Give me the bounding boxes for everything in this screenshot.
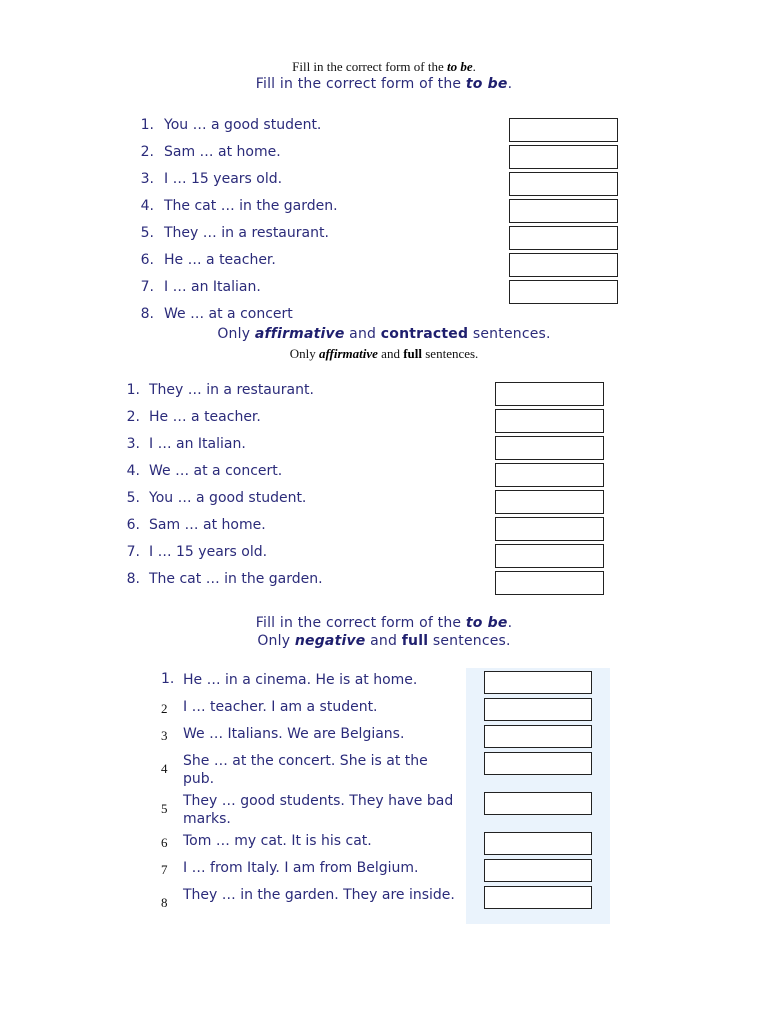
list-item (122, 409, 261, 425)
list-item (122, 571, 323, 587)
answer-box[interactable] (484, 698, 592, 721)
answer-box[interactable] (509, 253, 618, 277)
item-number: 1. (161, 671, 175, 687)
list-item: He … in a cinema. He is at home. (183, 672, 418, 688)
item-text: The cat … in the garden. (149, 571, 323, 587)
answer-box[interactable] (495, 490, 604, 514)
list-item (122, 382, 314, 398)
item-text: We … at a concert. (149, 463, 283, 479)
item-number: 6. (140, 252, 154, 268)
item-number: 4. (140, 198, 154, 214)
list-item: I … from Italy. I am from Belgium. (183, 860, 419, 876)
list-item (122, 490, 306, 506)
list-item (134, 198, 338, 214)
item-text: I … 15 years old. (164, 171, 283, 187)
answer-box[interactable] (495, 571, 604, 595)
item-text: I … 15 years old. (149, 544, 268, 560)
section3-heading-line1: Fill in the correct form of the to be. (255, 615, 513, 631)
item-number: 3 (161, 728, 168, 743)
list-item (134, 117, 321, 133)
section3-heading-line2: Only negative and full sentences. (257, 633, 511, 649)
item-number: 2. (126, 409, 140, 425)
item-text: They … in a restaurant. (164, 225, 329, 241)
answer-box[interactable] (495, 544, 604, 568)
item-number: 2 (161, 701, 168, 716)
item-text: I … an Italian. (149, 436, 246, 452)
answer-box[interactable] (509, 199, 618, 223)
item-number: 8. (140, 306, 154, 322)
answer-box[interactable] (509, 145, 618, 169)
list-item: Tom … my cat. It is his cat. (183, 833, 372, 849)
answer-box[interactable] (484, 832, 592, 855)
answer-box[interactable] (509, 226, 618, 250)
item-text: You … a good student. (149, 490, 307, 506)
item-number: 3. (126, 436, 140, 452)
answer-box[interactable] (484, 886, 592, 909)
answer-box[interactable] (484, 792, 592, 815)
answer-box[interactable] (484, 752, 592, 775)
item-number: 6 (161, 835, 168, 850)
item-number: 3. (140, 171, 154, 187)
answer-box[interactable] (509, 172, 618, 196)
item-number: 5 (161, 801, 168, 816)
list-item (122, 517, 266, 533)
answer-box[interactable] (509, 280, 618, 304)
answer-box[interactable] (495, 517, 604, 541)
item-number: 1. (126, 382, 140, 398)
item-number: 8. (126, 571, 140, 587)
item-text: He … a teacher. (164, 252, 276, 268)
list-item (134, 252, 276, 268)
answer-box[interactable] (495, 382, 604, 406)
item-number: 6. (126, 517, 140, 533)
item-number: 7. (126, 544, 140, 560)
section2-heading-serif: Only affirmative and full sentences. (289, 346, 479, 361)
list-item (134, 279, 261, 295)
item-number: 4. (126, 463, 140, 479)
item-number: 1. (140, 117, 154, 133)
list-item (134, 144, 281, 160)
list-item (134, 171, 282, 187)
answer-box[interactable] (509, 118, 618, 142)
item-number: 7. (140, 279, 154, 295)
list-item (122, 436, 246, 452)
item-number: 7 (161, 862, 168, 877)
list-item (122, 463, 282, 479)
answer-box[interactable] (495, 409, 604, 433)
item-number: 8 (161, 895, 168, 910)
item-text: They … in a restaurant. (149, 382, 314, 398)
answer-box[interactable] (484, 725, 592, 748)
item-text: Sam … at home. (164, 144, 281, 160)
answer-box[interactable] (484, 859, 592, 882)
item-number: 5. (140, 225, 154, 241)
list-item: She … at the concert. She is at the pub. (183, 753, 428, 787)
item-text: The cat … in the garden. (164, 198, 338, 214)
list-item: We … Italians. We are Belgians. (183, 726, 405, 742)
item-number: 4 (161, 761, 168, 776)
item-text: Sam … at home. (149, 517, 266, 533)
item-text: You … a good student. (164, 117, 322, 133)
section1-heading-serif: Fill in the correct form of the to be. (292, 59, 476, 74)
list-item (134, 225, 329, 241)
answer-box[interactable] (495, 436, 604, 460)
item-text: He … a teacher. (149, 409, 261, 425)
item-number: 5. (126, 490, 140, 506)
list-item: I … teacher. I am a student. (183, 699, 378, 715)
answer-box[interactable] (495, 463, 604, 487)
list-item (122, 544, 267, 560)
list-item: They … good students. They have bad marks. (183, 793, 454, 827)
item-text: We … at a concert (164, 306, 293, 322)
section2-heading: Only affirmative and contracted sentences. (217, 326, 551, 342)
list-item: They … in the garden. They are inside. (183, 887, 455, 903)
list-item (134, 306, 293, 322)
section1-heading: Fill in the correct form of the to be. (255, 76, 513, 92)
item-number: 2. (140, 144, 154, 160)
item-text: I … an Italian. (164, 279, 261, 295)
answer-box[interactable] (484, 671, 592, 694)
